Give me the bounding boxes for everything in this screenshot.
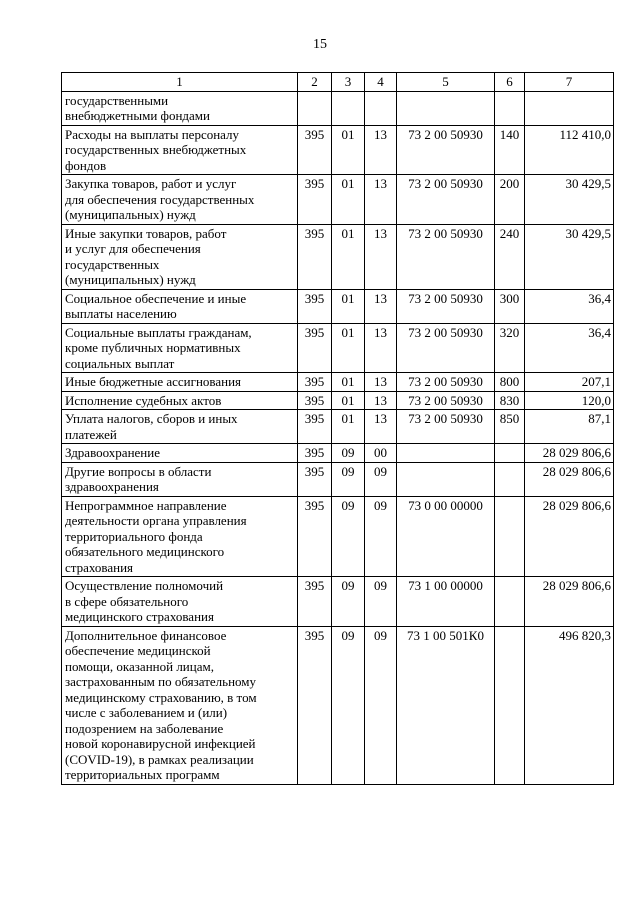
row-section-cell: 01 [332, 323, 365, 373]
row-amount-cell: 28 029 806,6 [525, 462, 614, 496]
row-subsection-cell: 09 [365, 496, 397, 577]
row-amount-cell: 36,4 [525, 323, 614, 373]
table-row [62, 462, 614, 496]
row-name-cell: Уплата налогов, сборов и иных платежей [62, 410, 298, 444]
row-section-cell: 09 [332, 462, 365, 496]
table-row [62, 289, 614, 323]
header-cell: 3 [332, 73, 365, 92]
header-cell: 5 [397, 73, 495, 92]
row-name-cell: Здравоохранение [62, 444, 298, 463]
row-target-article-cell [397, 444, 495, 463]
row-amount-cell: 120,0 [525, 391, 614, 410]
row-target-article-cell: 73 2 00 50930 [397, 224, 495, 289]
row-admin-code-cell [298, 91, 332, 125]
row-admin-code-cell: 395 [298, 323, 332, 373]
table-row [62, 91, 614, 125]
row-subsection-cell: 13 [365, 175, 397, 225]
row-target-article-cell [397, 462, 495, 496]
row-expense-type-cell: 800 [495, 373, 525, 392]
row-section-cell: 01 [332, 224, 365, 289]
row-expense-type-cell [495, 462, 525, 496]
table-row [62, 577, 614, 627]
row-subsection-cell: 13 [365, 289, 397, 323]
row-expense-type-cell [495, 496, 525, 577]
header-cell: 1 [62, 73, 298, 92]
row-target-article-cell: 73 2 00 50930 [397, 373, 495, 392]
row-name-cell: Иные закупки товаров, работ и услуг для обеспечения государственных (муниципальных) нужд [62, 224, 298, 289]
row-subsection-cell: 09 [365, 577, 397, 627]
row-amount-cell: 36,4 [525, 289, 614, 323]
row-name-cell: Дополнительное финансовое обеспечение медицинской помощи, оказанной лицам, застрахованным по обязательному медицинскому страхованию, в том числе с заболеванием и (или) подозрением на заболевание новой коронавирусной инфекцией (COVID-19), в рамках реализации территориальных программ [62, 626, 298, 784]
table-row [62, 391, 614, 410]
header-cell: 6 [495, 73, 525, 92]
budget-table [61, 72, 614, 785]
table-row [62, 410, 614, 444]
row-admin-code-cell: 395 [298, 373, 332, 392]
row-section-cell: 01 [332, 373, 365, 392]
row-subsection-cell: 13 [365, 391, 397, 410]
row-section-cell: 01 [332, 391, 365, 410]
row-amount-cell [525, 91, 614, 125]
row-admin-code-cell: 395 [298, 391, 332, 410]
table-row [62, 224, 614, 289]
row-admin-code-cell: 395 [298, 462, 332, 496]
row-target-article-cell: 73 1 00 00000 [397, 577, 495, 627]
table-row [62, 323, 614, 373]
row-target-article-cell: 73 2 00 50930 [397, 125, 495, 175]
row-expense-type-cell: 850 [495, 410, 525, 444]
table-body [62, 91, 614, 784]
row-subsection-cell: 09 [365, 462, 397, 496]
row-amount-cell: 30 429,5 [525, 224, 614, 289]
row-expense-type-cell [495, 444, 525, 463]
row-target-article-cell: 73 2 00 50930 [397, 175, 495, 225]
row-amount-cell: 30 429,5 [525, 175, 614, 225]
row-target-article-cell: 73 1 00 501К0 [397, 626, 495, 784]
table-row [62, 373, 614, 392]
row-name-cell: Непрограммное направление деятельности органа управления территориального фонда обязательного медицинского страхования [62, 496, 298, 577]
row-expense-type-cell [495, 91, 525, 125]
row-target-article-cell: 73 2 00 50930 [397, 289, 495, 323]
row-target-article-cell: 73 0 00 00000 [397, 496, 495, 577]
row-amount-cell: 207,1 [525, 373, 614, 392]
row-name-cell: Расходы на выплаты персоналу государственных внебюджетных фондов [62, 125, 298, 175]
row-admin-code-cell: 395 [298, 289, 332, 323]
header-cell: 2 [298, 73, 332, 92]
row-expense-type-cell: 240 [495, 224, 525, 289]
row-section-cell: 09 [332, 626, 365, 784]
row-section-cell [332, 91, 365, 125]
row-expense-type-cell [495, 626, 525, 784]
row-admin-code-cell: 395 [298, 496, 332, 577]
row-subsection-cell: 00 [365, 444, 397, 463]
table-row [62, 125, 614, 175]
table-row [62, 444, 614, 463]
row-subsection-cell: 09 [365, 626, 397, 784]
row-subsection-cell: 13 [365, 323, 397, 373]
row-section-cell: 09 [332, 577, 365, 627]
row-admin-code-cell: 395 [298, 444, 332, 463]
row-name-cell: Другие вопросы в области здравоохранения [62, 462, 298, 496]
row-name-cell: государственными внебюджетными фондами [62, 91, 298, 125]
table-header-row [62, 73, 614, 92]
table-row [62, 626, 614, 784]
row-name-cell: Иные бюджетные ассигнования [62, 373, 298, 392]
row-name-cell: Социальные выплаты гражданам, кроме публичных нормативных социальных выплат [62, 323, 298, 373]
row-name-cell: Социальное обеспечение и иные выплаты населению [62, 289, 298, 323]
row-name-cell: Осуществление полномочий в сфере обязательного медицинского страхования [62, 577, 298, 627]
row-target-article-cell [397, 91, 495, 125]
row-amount-cell: 28 029 806,6 [525, 444, 614, 463]
row-section-cell: 01 [332, 289, 365, 323]
row-subsection-cell: 13 [365, 125, 397, 175]
row-section-cell: 09 [332, 496, 365, 577]
row-subsection-cell: 13 [365, 373, 397, 392]
row-admin-code-cell: 395 [298, 224, 332, 289]
row-amount-cell: 112 410,0 [525, 125, 614, 175]
row-section-cell: 01 [332, 175, 365, 225]
row-amount-cell: 496 820,3 [525, 626, 614, 784]
row-section-cell: 09 [332, 444, 365, 463]
header-cell: 7 [525, 73, 614, 92]
row-admin-code-cell: 395 [298, 410, 332, 444]
row-target-article-cell: 73 2 00 50930 [397, 410, 495, 444]
page-number: 15 [313, 37, 327, 52]
row-expense-type-cell [495, 577, 525, 627]
row-amount-cell: 28 029 806,6 [525, 577, 614, 627]
row-admin-code-cell: 395 [298, 175, 332, 225]
table-row [62, 496, 614, 577]
row-admin-code-cell: 395 [298, 577, 332, 627]
row-name-cell: Исполнение судебных актов [62, 391, 298, 410]
row-admin-code-cell: 395 [298, 125, 332, 175]
row-admin-code-cell: 395 [298, 626, 332, 784]
row-amount-cell: 87,1 [525, 410, 614, 444]
row-section-cell: 01 [332, 125, 365, 175]
row-expense-type-cell: 140 [495, 125, 525, 175]
row-section-cell: 01 [332, 410, 365, 444]
row-expense-type-cell: 320 [495, 323, 525, 373]
table-row [62, 175, 614, 225]
row-target-article-cell: 73 2 00 50930 [397, 323, 495, 373]
row-amount-cell: 28 029 806,6 [525, 496, 614, 577]
header-cell: 4 [365, 73, 397, 92]
row-expense-type-cell: 200 [495, 175, 525, 225]
row-subsection-cell: 13 [365, 410, 397, 444]
row-target-article-cell: 73 2 00 50930 [397, 391, 495, 410]
row-subsection-cell: 13 [365, 224, 397, 289]
row-name-cell: Закупка товаров, работ и услуг для обеспечения государственных (муниципальных) нужд [62, 175, 298, 225]
row-expense-type-cell: 830 [495, 391, 525, 410]
row-expense-type-cell: 300 [495, 289, 525, 323]
row-subsection-cell [365, 91, 397, 125]
